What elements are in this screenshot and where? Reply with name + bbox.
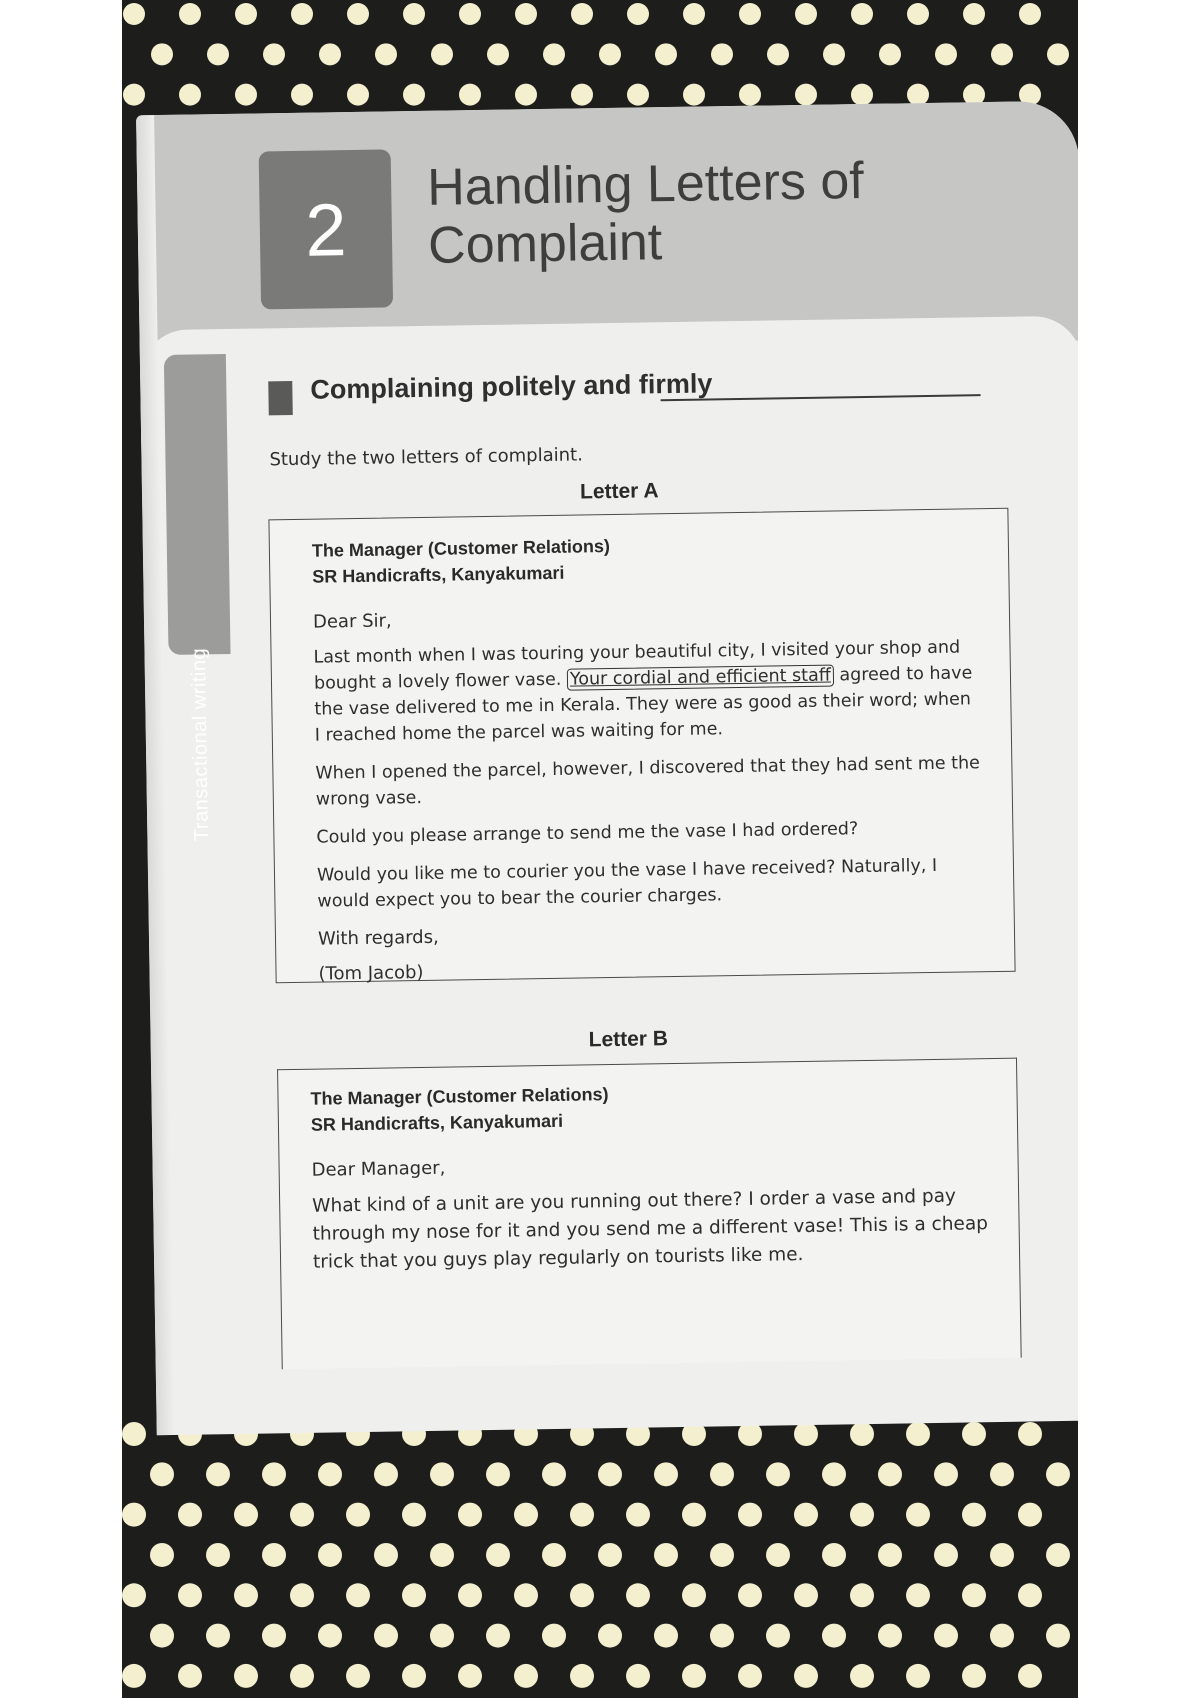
letter-a-address-line-1: The Manager (Customer Relations) [311,536,611,561]
surface-dot [570,1503,594,1527]
surface-dot [486,1624,510,1648]
surface-dot [1046,1543,1070,1567]
surface-dot [403,3,425,25]
surface-dot [430,1462,454,1486]
surface-dot [346,1583,370,1607]
surface-dot [1018,1422,1042,1446]
surface-dot [990,1543,1014,1567]
surface-dot [515,84,537,106]
letter-a-closing: With regards, [317,926,439,950]
letter-a-salutation: Dear Sir, [312,610,392,633]
surface-dot [402,1503,426,1527]
surface-dot [906,1422,930,1446]
surface-dot [907,3,929,25]
surface-dot [122,1422,146,1446]
surface-dot [1018,1583,1042,1607]
letter-b-address-line-2: SR Handicrafts, Kanyakumari [310,1110,564,1135]
photo-background [122,0,1078,1698]
surface-dot [710,1624,734,1648]
surface-dot [430,1624,454,1648]
surface-dot [794,1664,818,1688]
surface-dot [318,1543,342,1567]
surface-dot [291,3,313,25]
letter-b-paragraph-1: What kind of a unit are you running out there? I order a vase and pay through my nose for it and you send me a different vase! This is a cheap trick that you guys play regularly on tourists like me. [312,1185,989,1273]
surface-dot [850,1664,874,1688]
chapter-number: 2 [304,187,348,272]
surface-dot [654,1624,678,1648]
surface-dot [179,3,201,25]
surface-dot [458,1583,482,1607]
surface-dot [486,1543,510,1567]
letter-a-paragraph-1 [313,634,981,748]
surface-dot [934,1624,958,1648]
surface-dot [542,1624,566,1648]
surface-dot [599,43,621,65]
surface-dot [683,84,705,106]
surface-dot [235,3,257,25]
surface-dot [374,1462,398,1486]
chapter-number-box [259,149,393,309]
surface-dot [122,1583,146,1607]
surface-dot [1018,1664,1042,1688]
surface-dot [739,84,761,106]
surface-dot [262,1543,286,1567]
surface-dot [766,1462,790,1486]
surface-dot [178,1503,202,1527]
surface-dot [598,1543,622,1567]
surface-dot [431,43,453,65]
surface-dot [234,1664,258,1688]
surface-dot [710,1543,734,1567]
chapter-title [427,150,989,275]
surface-dot [402,1583,426,1607]
surface-dot [374,1543,398,1567]
surface-dot [290,1503,314,1527]
surface-dot [571,3,593,25]
surface-dot [543,43,565,65]
surface-dot [850,1422,874,1446]
surface-dot [150,1462,174,1486]
section-marker-square [268,381,293,415]
letter-b-address-line-1: The Manager (Customer Relations) [310,1084,609,1109]
surface-dot [1046,1462,1070,1486]
letter-a-box [268,508,1015,984]
surface-dot [346,1664,370,1688]
surface-dot [374,1624,398,1648]
letter-a-circled-phrase: Your cordial and efficient staff [567,665,834,691]
surface-dot [626,1583,650,1607]
surface-dot [1046,1624,1070,1648]
surface-dot [934,1543,958,1567]
surface-dot [1018,1503,1042,1527]
surface-dot [795,3,817,25]
surface-dot [906,1664,930,1688]
surface-dot [710,1462,734,1486]
surface-dot [514,1583,538,1607]
section-heading: Complaining politely and firmly [310,368,713,405]
surface-dot [906,1503,930,1527]
surface-dot [682,1664,706,1688]
surface-dot [990,1462,1014,1486]
surface-dot [627,84,649,106]
surface-dot [711,43,733,65]
surface-dot [487,43,509,65]
surface-dot [794,1422,818,1446]
surface-dot [262,1462,286,1486]
letter-a-paragraph-2: When I opened the parcel, however, I discovered that they had sent me the wrong vase. [315,753,981,810]
surface-dot [654,1462,678,1486]
surface-dot [962,1422,986,1446]
surface-dot [151,43,173,65]
surface-dot [850,1503,874,1527]
chapter-title-line-2: Complaint [427,213,663,275]
surface-dot [794,1583,818,1607]
surface-dot [851,3,873,25]
surface-dot [878,1624,902,1648]
surface-dot [123,84,145,106]
surface-dot [486,1462,510,1486]
surface-dot [122,1664,146,1688]
surface-dot [822,1462,846,1486]
surface-dot [935,43,957,65]
surface-dot [514,1664,538,1688]
section-intro: Study the two letters of complaint. [269,444,584,471]
surface-dot [458,1664,482,1688]
surface-dot [346,1503,370,1527]
surface-dot [1047,43,1069,65]
surface-dot [290,1664,314,1688]
surface-dot [459,3,481,25]
surface-dot [851,84,873,106]
letter-b-salutation: Dear Manager, [311,1157,446,1181]
surface-dot [878,1462,902,1486]
letter-a-paragraph-1-end: agreed to have the vase delivered to me in Kerala. They were as good as their word; when I reached home the parcel was waiting for me. [314,663,973,746]
surface-dot [150,1543,174,1567]
surface-dot [430,1543,454,1567]
dot-pattern-bottom [122,1420,1078,1698]
surface-dot [402,1664,426,1688]
letter-a-paragraph-1-start: Last month when I was touring your beautiful city, I visited your shop and bought a lovely flower vase. [313,637,961,694]
surface-dot [291,84,313,106]
surface-dot [290,1583,314,1607]
letter-b-label: Letter B [588,1027,669,1052]
surface-dot [347,3,369,25]
surface-dot [150,1624,174,1648]
surface-dot [823,43,845,65]
surface-dot [822,1624,846,1648]
surface-dot [515,3,537,25]
surface-dot [934,1462,958,1486]
surface-dot [570,1664,594,1688]
surface-dot [347,84,369,106]
surface-dot [318,1624,342,1648]
side-tab-label: Transactional writing [187,647,213,842]
surface-dot [263,43,285,65]
surface-dot [542,1543,566,1567]
surface-dot [571,84,593,106]
surface-dot [654,1543,678,1567]
surface-dot [179,84,201,106]
chapter-title-line-1: Handling Letters of [426,151,865,217]
surface-dot [682,1583,706,1607]
surface-dot [598,1462,622,1486]
surface-dot [235,84,257,106]
letter-a-address-line-2: SR Handicrafts, Kanyakumari [312,562,565,587]
surface-dot [570,1583,594,1607]
letter-a-paragraph-4: Would you like me to courier you the vase I have received? Naturally, I would expect you to bear the courier charges. [316,855,938,912]
letter-a-paragraph-3: Could you please arrange to send me the vase I had ordered? [316,819,859,848]
surface-dot [738,1503,762,1527]
surface-dot [739,3,761,25]
surface-dot [794,1503,818,1527]
textbook-page [136,101,1078,1436]
letter-b-box [277,1058,1022,1370]
surface-dot [962,1583,986,1607]
surface-dot [459,84,481,106]
surface-dot [542,1462,566,1486]
surface-dot [319,43,341,65]
surface-dot [1019,3,1041,25]
surface-dot [207,43,229,65]
surface-dot [991,43,1013,65]
surface-dot [234,1503,258,1527]
surface-dot [767,43,789,65]
surface-dot [262,1624,286,1648]
surface-dot [458,1503,482,1527]
surface-dot [962,1664,986,1688]
surface-dot [878,1543,902,1567]
surface-dot [598,1624,622,1648]
surface-dot [822,1543,846,1567]
surface-dot [738,1583,762,1607]
letter-a-signature: (Tom Jacob) [318,961,424,985]
surface-dot [990,1624,1014,1648]
surface-dot [683,3,705,25]
surface-dot [178,1583,202,1607]
surface-dot [514,1503,538,1527]
surface-dot [627,3,649,25]
surface-dot [682,1503,706,1527]
surface-dot [766,1543,790,1567]
surface-dot [206,1543,230,1567]
letter-a-label: Letter A [579,479,659,504]
surface-dot [795,84,817,106]
surface-dot [962,1503,986,1527]
surface-dot [626,1664,650,1688]
surface-dot [766,1624,790,1648]
surface-dot [178,1664,202,1688]
surface-dot [850,1583,874,1607]
surface-dot [626,1503,650,1527]
surface-dot [206,1462,230,1486]
surface-dot [879,43,901,65]
perforated-surface-bottom [122,1420,1078,1698]
surface-dot [375,43,397,65]
surface-dot [123,3,145,25]
surface-dot [234,1583,258,1607]
surface-dot [963,3,985,25]
surface-dot [206,1624,230,1648]
surface-dot [318,1462,342,1486]
surface-dot [403,84,425,106]
surface-dot [122,1503,146,1527]
surface-dot [906,1583,930,1607]
surface-dot [655,43,677,65]
side-tab [164,354,231,842]
surface-dot [738,1664,762,1688]
